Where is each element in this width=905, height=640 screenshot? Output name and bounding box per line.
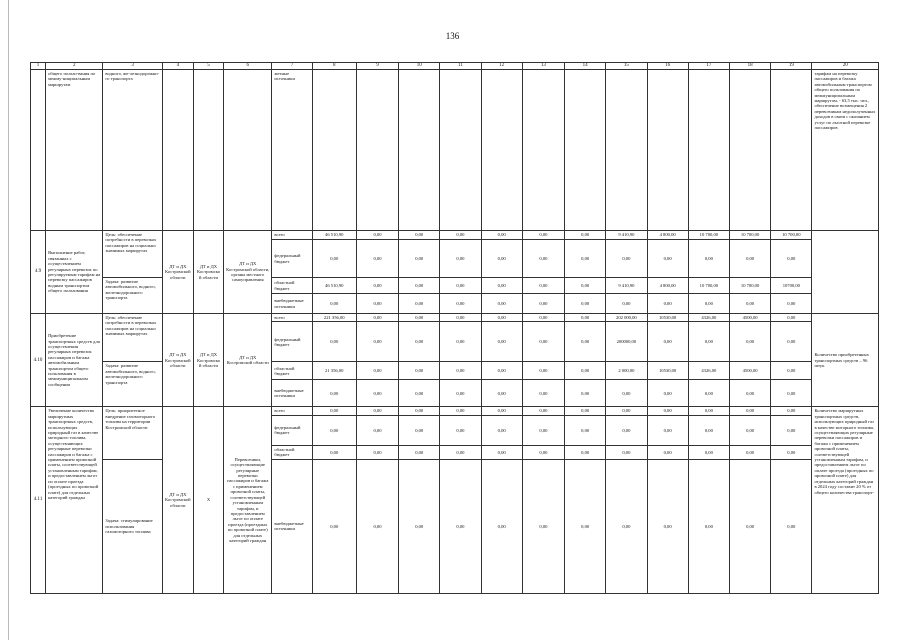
value-cell: 0,00 xyxy=(522,362,564,380)
table-row xyxy=(31,459,879,593)
value-cell: 0,00 xyxy=(522,415,564,445)
value-cell: 0,00 xyxy=(440,231,481,240)
value-cell: 0,00 xyxy=(771,322,812,362)
col-num: 12 xyxy=(481,63,522,70)
value-cell: 0,00 xyxy=(522,380,564,407)
value-cell: 0,00 xyxy=(481,459,522,593)
value-cell: 10700,00 xyxy=(771,278,812,294)
source-label: всего xyxy=(272,314,312,322)
value-cell: 0,00 xyxy=(522,314,564,322)
value-cell: 0,00 xyxy=(565,362,606,380)
value-cell: 0,00 xyxy=(647,407,688,415)
value-cell: 0,00 xyxy=(399,231,440,240)
value-cell: 0,00 xyxy=(771,314,812,322)
value-cell: 0,00 xyxy=(606,294,647,314)
value-cell: 10 700,00 xyxy=(729,278,770,294)
executor-text: ДТ и ДХ Костромской области xyxy=(224,314,272,407)
value-cell: 0,00 xyxy=(647,294,688,314)
value-cell: 0,00 xyxy=(729,322,770,362)
task-text: Задача: развитие автомобильного, водного, железнодорожного транспорта xyxy=(103,362,162,407)
value-cell: 10 700,00 xyxy=(688,278,729,294)
value-cell: 0,00 xyxy=(771,380,812,407)
table-row xyxy=(31,314,879,322)
value-cell: 0,00 xyxy=(522,459,564,593)
value-cell: 10530,00 xyxy=(647,362,688,380)
value-cell: 0,00 xyxy=(522,231,564,240)
responsible-text: ДТ и ДХ Костромской области xyxy=(162,407,193,593)
value-cell: 10530,00 xyxy=(647,314,688,322)
value-cell: 0,00 xyxy=(440,407,481,415)
value-cell: 0,00 xyxy=(771,415,812,445)
value-cell: 0,00 xyxy=(356,415,398,445)
value-cell: 0,00 xyxy=(688,322,729,362)
value-cell: 0,00 xyxy=(312,459,356,593)
value-cell: 0,00 xyxy=(356,294,398,314)
row-number: 4.9 xyxy=(31,231,46,314)
value-cell: 10 700,00 xyxy=(771,231,812,240)
table-row xyxy=(31,231,879,240)
table-row xyxy=(31,362,879,380)
value-cell: 4 800,00 xyxy=(647,278,688,294)
goal-text: Цель: приоритетное внедрение газомоторного топлива на территории Костромской области xyxy=(103,407,162,459)
value-cell: 0,00 xyxy=(565,240,606,278)
value-cell: 0,00 xyxy=(399,240,440,278)
col-num: 11 xyxy=(440,63,481,70)
value-cell: 46 510,90 xyxy=(312,278,356,294)
value-cell: 0,00 xyxy=(565,407,606,415)
value-cell: 0,00 xyxy=(481,380,522,407)
value-cell: 0,00 xyxy=(647,240,688,278)
value-cell: 0,00 xyxy=(771,240,812,278)
value-cell: 0,00 xyxy=(356,314,398,322)
source-label: областной бюджет xyxy=(272,362,312,380)
task-text: Задача: развитие автомобильного, водного, железнодорожного транспорта xyxy=(103,278,162,314)
value-cell: 0,00 xyxy=(688,459,729,593)
value-cell: 0,00 xyxy=(729,294,770,314)
scan-edge xyxy=(8,0,9,640)
column-number-row xyxy=(31,63,879,70)
value-cell: 0,00 xyxy=(481,240,522,278)
source-label: федеральный бюджет xyxy=(272,240,312,278)
source-label: федеральный бюджет xyxy=(272,322,312,362)
source-label: областной бюджет xyxy=(272,278,312,294)
value-cell: 0,00 xyxy=(399,445,440,459)
executor-text: Перевозчики, осуществляющие регулярные перевозки пассажиров и багажа с применением провозной платы, соответствующей установленным тарифам, и предоставлением льгот по оплате проезда (проездных по провозной плате) для отдельных категорий граждан xyxy=(224,407,272,593)
value-cell: 0,00 xyxy=(440,322,481,362)
col-num: 14 xyxy=(565,63,606,70)
value-cell: 0,00 xyxy=(356,445,398,459)
source-text: жетные источники xyxy=(272,70,312,231)
value-cell: 9 410,90 xyxy=(606,231,647,240)
value-cell: 0,00 xyxy=(565,415,606,445)
value-cell: 0,00 xyxy=(688,294,729,314)
value-cell: 200000,00 xyxy=(606,322,647,362)
col-num: 2 xyxy=(46,63,103,70)
col-num: 9 xyxy=(356,63,398,70)
value-cell: 0,00 xyxy=(771,459,812,593)
value-cell: 0,00 xyxy=(312,240,356,278)
value-cell: 0,00 xyxy=(312,445,356,459)
source-label: областной бюджет xyxy=(272,445,312,459)
goal-text: Цель: обеспечение потребности в перевозках пассажиров на социально значимых маршрутах xyxy=(103,231,162,278)
value-cell: 0,00 xyxy=(481,445,522,459)
admin-text: ДТ и ДХ Костромской области xyxy=(193,314,223,407)
value-cell: 0,00 xyxy=(312,415,356,445)
col-num: 20 xyxy=(812,63,879,70)
value-cell: 0,00 xyxy=(729,240,770,278)
col-num: 10 xyxy=(399,63,440,70)
col-num: 8 xyxy=(312,63,356,70)
value-cell: 0,00 xyxy=(565,322,606,362)
value-cell: 0,00 xyxy=(771,294,812,314)
activity-text: общего пользо-вания по межму-ниципальным маршрутам xyxy=(46,70,103,231)
value-cell: 0,00 xyxy=(522,240,564,278)
value-cell: 0,00 xyxy=(399,362,440,380)
value-cell: 0,00 xyxy=(565,380,606,407)
goal-text: Цель: обеспечение потребности в перевозках пассажиров на социально значимых маршрутах xyxy=(103,314,162,362)
value-cell: 0,00 xyxy=(688,415,729,445)
value-cell: 0,00 xyxy=(312,380,356,407)
col-num: 1 xyxy=(31,63,46,70)
value-cell: 4326,00 xyxy=(688,314,729,322)
value-cell: 0,00 xyxy=(522,294,564,314)
value-cell: 0,00 xyxy=(606,380,647,407)
value-cell: 0,00 xyxy=(481,322,522,362)
col-num: 18 xyxy=(729,63,770,70)
value-cell: 0,00 xyxy=(565,459,606,593)
continuation-row xyxy=(31,70,879,231)
value-cell: 0,00 xyxy=(481,314,522,322)
value-cell: 2 000,00 xyxy=(606,362,647,380)
value-cell: 0,00 xyxy=(771,445,812,459)
value-cell: 0,00 xyxy=(440,240,481,278)
col-num: 5 xyxy=(193,63,223,70)
activity-text: Увеличение количества маршрутных транспортных средств, использующих природный газ в качестве моторного топлива, осуществляющих регулярные перевозки пассажиров и багажа с применением провозной платы, соответствующей установленным тарифам, и предоставлением льгот по оплате проезда (проездных по провозной плате) для отдельных категорий граждан xyxy=(46,407,103,593)
value-cell: 0,00 xyxy=(688,240,729,278)
admin-text: ДТ и ДХ Костромской области xyxy=(193,231,223,314)
value-cell: 0,00 xyxy=(440,445,481,459)
result-text: Количество приобретенных транспортных средств – 96 штук xyxy=(812,314,879,407)
value-cell: 0,00 xyxy=(356,362,398,380)
value-cell: 0,00 xyxy=(440,380,481,407)
value-cell: 0,00 xyxy=(440,294,481,314)
value-cell: 0,00 xyxy=(771,407,812,415)
row-number: 4.11 xyxy=(31,407,46,593)
value-cell: 10 700,00 xyxy=(729,231,770,240)
value-cell: 0,00 xyxy=(647,459,688,593)
value-cell: 0,00 xyxy=(729,445,770,459)
source-label: федеральный бюджет xyxy=(272,415,312,445)
value-cell: 0,00 xyxy=(356,322,398,362)
value-cell: 10 700,00 xyxy=(688,231,729,240)
col-num: 3 xyxy=(103,63,162,70)
value-cell: 0,00 xyxy=(606,445,647,459)
value-cell: 0,00 xyxy=(565,445,606,459)
executor-text: ДТ и ДХ Костромской области, органы местного самоуправления xyxy=(224,231,272,314)
value-cell: 0,00 xyxy=(312,407,356,415)
value-cell: 0,00 xyxy=(440,278,481,294)
value-cell: 0,00 xyxy=(481,231,522,240)
value-cell: 21 356,00 xyxy=(312,362,356,380)
value-cell: 0,00 xyxy=(688,380,729,407)
value-cell: 0,00 xyxy=(356,459,398,593)
task-text: Задача: стимулирование использования газомоторного топлива xyxy=(103,459,162,593)
value-cell: 0,00 xyxy=(565,231,606,240)
value-cell: 0,00 xyxy=(606,415,647,445)
value-cell: 0,00 xyxy=(356,278,398,294)
source-label: всего xyxy=(272,407,312,415)
value-cell: 202 000,00 xyxy=(606,314,647,322)
value-cell: 0,00 xyxy=(565,294,606,314)
result-text: Количество маршрутных транспортных средств, использующих природный газ в качестве моторного топлива, осуществляющих регулярные перевозки пассажиров и багажа с применением провозной платы, соответствующей установленным тарифам, и предоставлением льгот по оплате проезда (проездных по провозной плате) для отдельных категорий граждан в 2024 году составит 20 % от общего количества транспорт- xyxy=(812,407,879,593)
goal-text: водного, же-лезнодорожно-го транспорта xyxy=(103,70,162,231)
table-row xyxy=(31,278,879,294)
col-num: 4 xyxy=(162,63,193,70)
budget-table-wrapper xyxy=(30,62,879,594)
admin-text: Х xyxy=(193,407,223,593)
value-cell: 0,00 xyxy=(729,459,770,593)
col-num: 16 xyxy=(647,63,688,70)
responsible-text: ДТ и ДХ Костромской области xyxy=(162,314,193,407)
value-cell: 0,00 xyxy=(440,459,481,593)
value-cell: 0,00 xyxy=(729,415,770,445)
row-number: 4.10 xyxy=(31,314,46,407)
value-cell: 221 356,00 xyxy=(312,314,356,322)
budget-table xyxy=(30,62,879,594)
responsible-text: ДТ и ДХ Костромской области xyxy=(162,231,193,314)
value-cell: 0,00 xyxy=(356,407,398,415)
value-cell: 0,00 xyxy=(522,445,564,459)
value-cell: 0,00 xyxy=(565,314,606,322)
value-cell: 0,00 xyxy=(312,322,356,362)
col-num: 7 xyxy=(272,63,312,70)
col-num: 19 xyxy=(771,63,812,70)
value-cell: 0,00 xyxy=(399,314,440,322)
value-cell: 0,00 xyxy=(606,407,647,415)
page-number: 136 xyxy=(445,31,460,41)
value-cell: 4500,00 xyxy=(729,314,770,322)
source-label: внебюджетные источники xyxy=(272,380,312,407)
value-cell: 0,00 xyxy=(356,231,398,240)
value-cell: 46 510,90 xyxy=(312,231,356,240)
value-cell: 0,00 xyxy=(440,415,481,445)
value-cell: 0,00 xyxy=(399,415,440,445)
value-cell: 0,00 xyxy=(647,380,688,407)
value-cell: 0,00 xyxy=(440,362,481,380)
value-cell: 0,00 xyxy=(481,407,522,415)
value-cell: 0,00 xyxy=(399,459,440,593)
value-cell: 4326,00 xyxy=(688,362,729,380)
value-cell: 0,00 xyxy=(688,407,729,415)
value-cell: 4500,00 xyxy=(729,362,770,380)
col-num: 15 xyxy=(606,63,647,70)
result-text xyxy=(812,231,879,314)
value-cell: 0,00 xyxy=(647,445,688,459)
value-cell: 0,00 xyxy=(647,322,688,362)
value-cell: 0,00 xyxy=(565,278,606,294)
col-num: 13 xyxy=(522,63,564,70)
result-text: тарифам на перевозку пассажиров и багажа автомобильным транспортом общего пользования по межмуниципальным маршрутам, - 63,5 тыс. чел., обеспечение возмещения 2 перевозчикам недополученных доходов в связи с оказанием услуг по льготной перевозке пассажиров xyxy=(812,70,879,231)
value-cell: 0,00 xyxy=(688,445,729,459)
value-cell: 0,00 xyxy=(729,380,770,407)
value-cell: 0,00 xyxy=(399,322,440,362)
value-cell: 0,00 xyxy=(522,407,564,415)
value-cell: 0,00 xyxy=(481,415,522,445)
value-cell: 0,00 xyxy=(399,294,440,314)
table-row xyxy=(31,407,879,415)
value-cell: 0,00 xyxy=(481,278,522,294)
activity-text: Приобретение транспортных средств для осуществления регулярных перевозок пассажиров и багажа автомобильным транспортом общего пользования в межмуниципальном сообщении xyxy=(46,314,103,407)
source-label: всего xyxy=(272,231,312,240)
value-cell: 0,00 xyxy=(606,459,647,593)
col-num: 6 xyxy=(224,63,272,70)
value-cell: 0,00 xyxy=(399,380,440,407)
value-cell: 0,00 xyxy=(522,278,564,294)
value-cell: 0,00 xyxy=(356,380,398,407)
source-label: внебюджетные источники xyxy=(272,294,312,314)
value-cell: 0,00 xyxy=(356,240,398,278)
value-cell: 0,00 xyxy=(312,294,356,314)
value-cell: 9 410,90 xyxy=(606,278,647,294)
col-num: 17 xyxy=(688,63,729,70)
value-cell: 0,00 xyxy=(440,314,481,322)
value-cell: 0,00 xyxy=(729,407,770,415)
value-cell: 0,00 xyxy=(399,278,440,294)
value-cell: 0,00 xyxy=(771,362,812,380)
value-cell: 0,00 xyxy=(647,415,688,445)
value-cell: 0,00 xyxy=(606,240,647,278)
activity-text: Выполнение работ, связанных с осуществлением регулярных перевозок по регулируемым тарифам на перевозку пассажиров водным транспортом общего пользования xyxy=(46,231,103,314)
value-cell: 0,00 xyxy=(481,362,522,380)
value-cell: 0,00 xyxy=(481,294,522,314)
source-label: внебюджетные источники xyxy=(272,459,312,593)
value-cell: 0,00 xyxy=(522,322,564,362)
value-cell: 0,00 xyxy=(399,407,440,415)
value-cell: 4 800,00 xyxy=(647,231,688,240)
